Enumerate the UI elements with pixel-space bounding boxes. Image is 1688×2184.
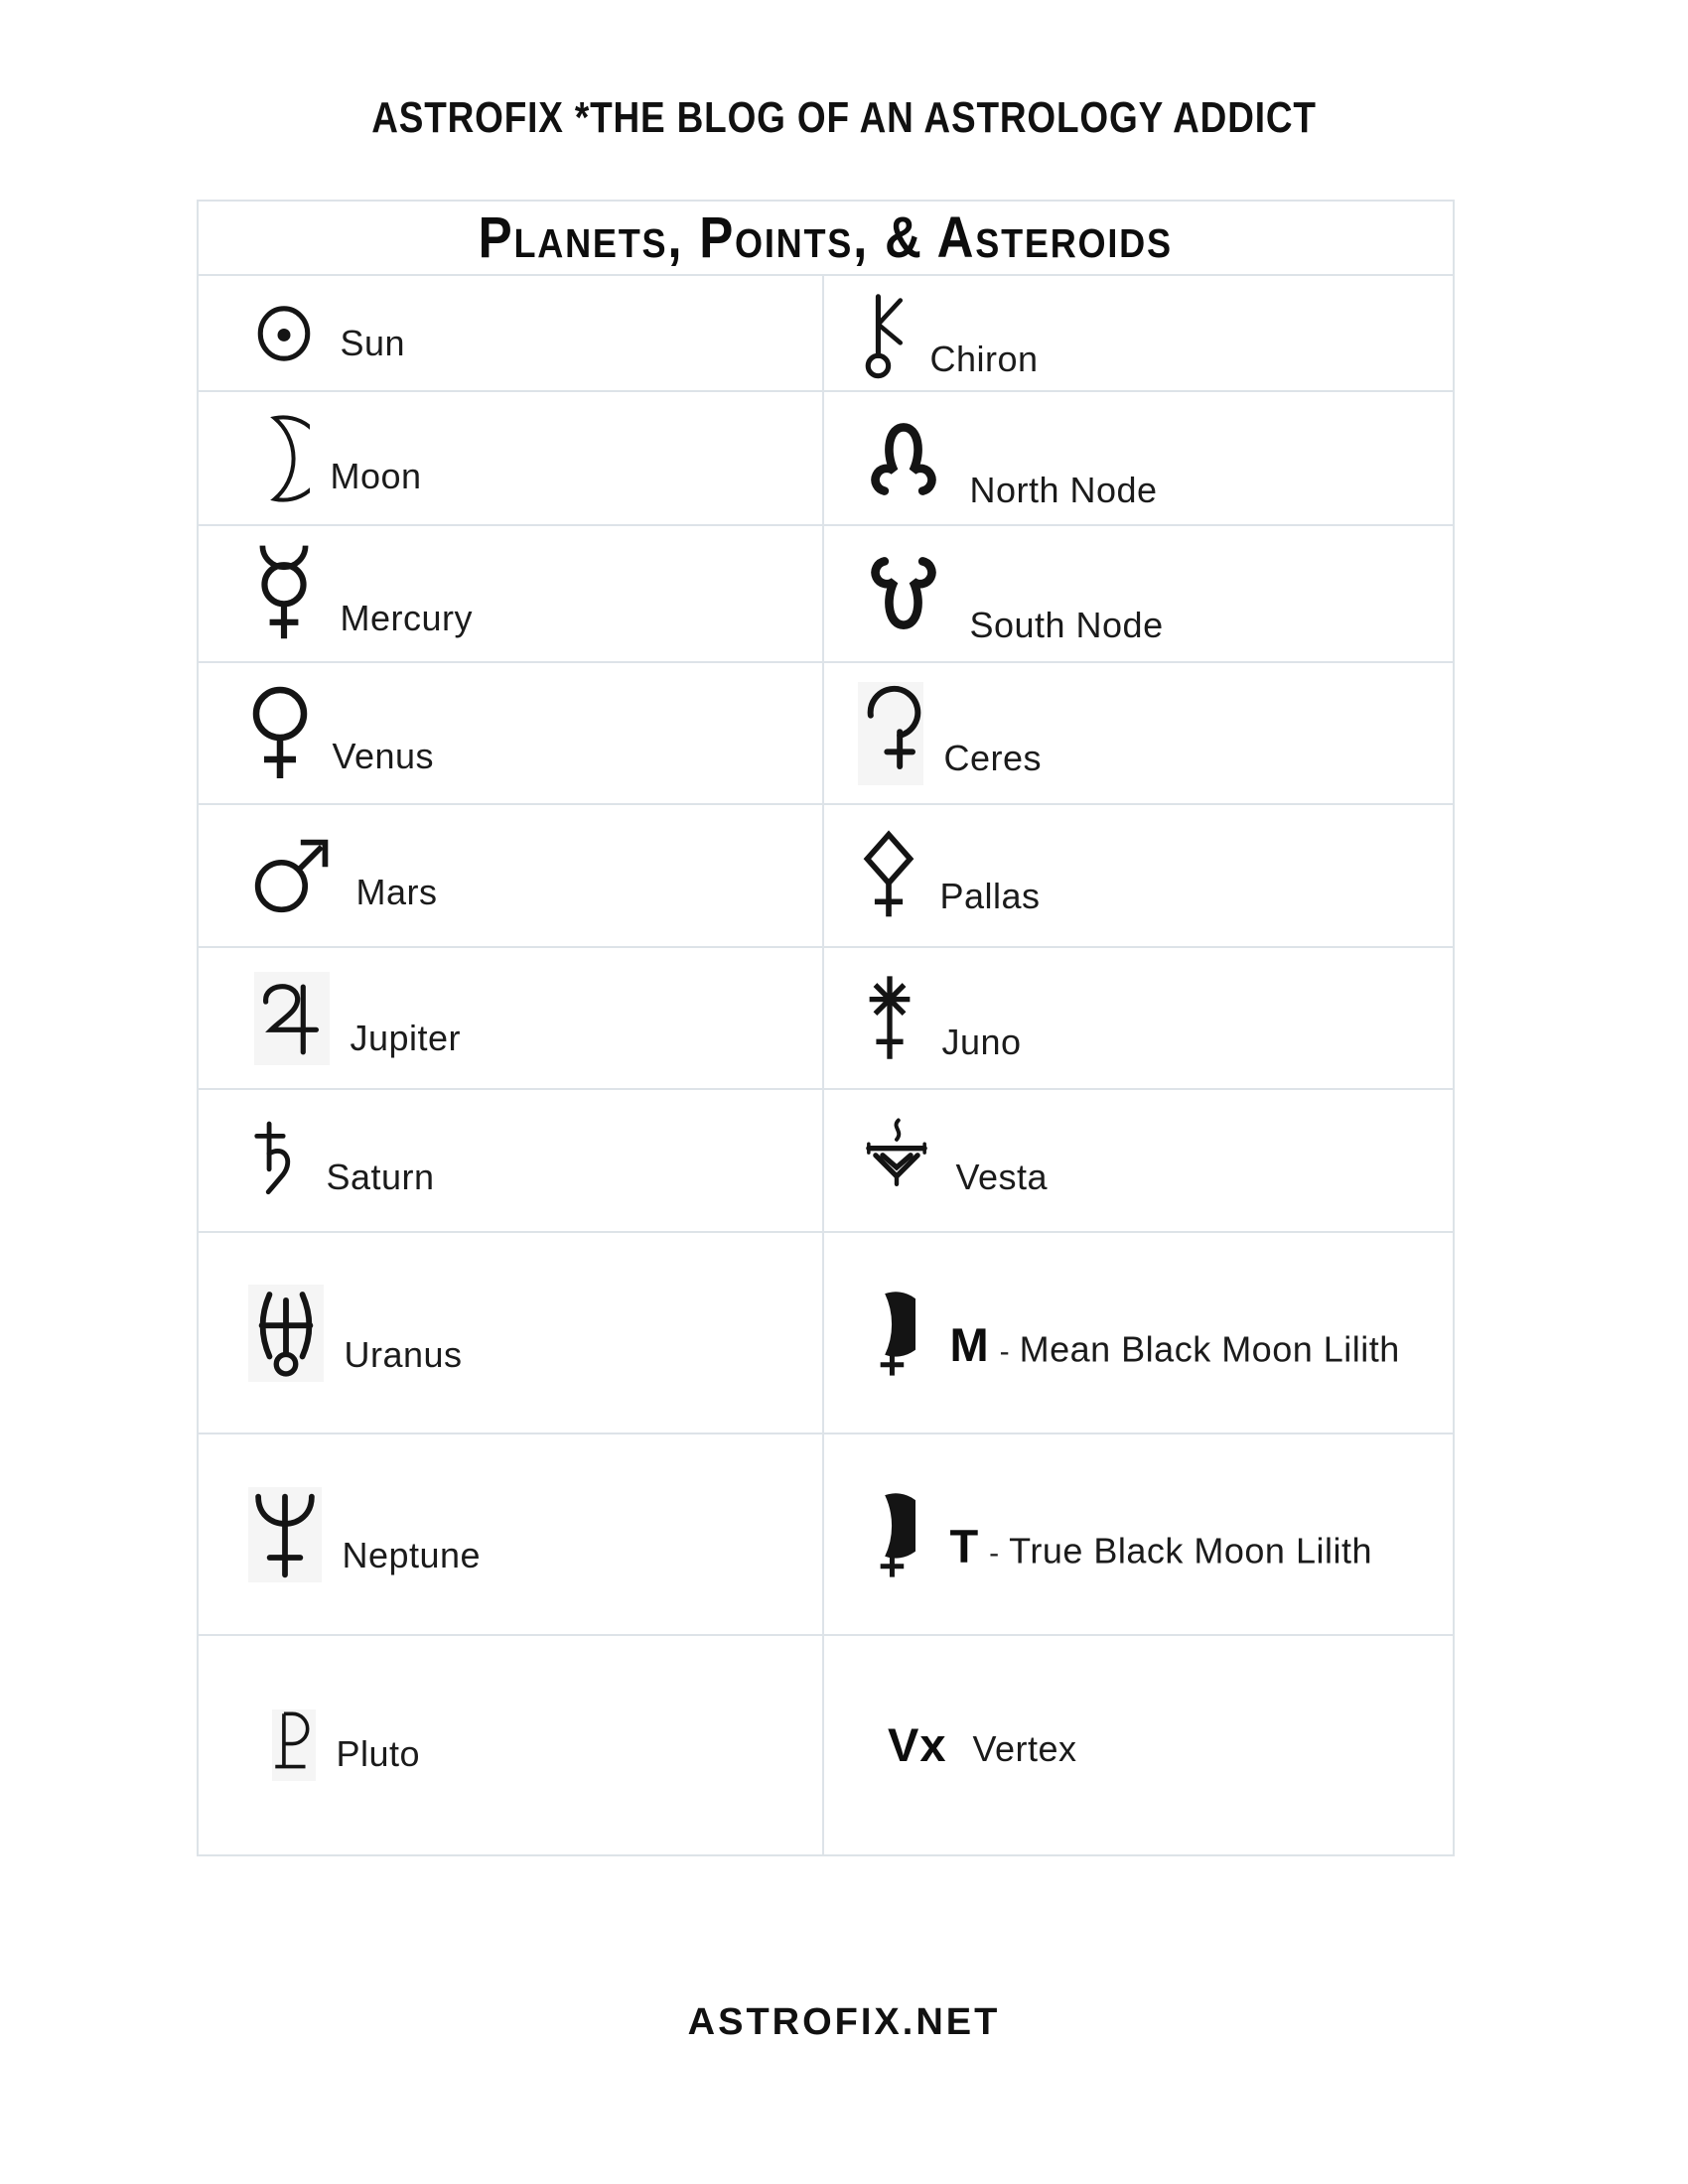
cell-sun — [199, 276, 824, 392]
vesta-icon — [858, 1117, 935, 1204]
venus-icon — [248, 684, 312, 783]
true-bml-prefix: T — [949, 1520, 980, 1572]
ceres-label: Ceres — [943, 737, 1042, 778]
juno-icon — [858, 968, 921, 1069]
cell-juno — [824, 948, 1453, 1090]
ceres-icon — [858, 682, 923, 785]
chiron-label: Chiron — [929, 338, 1039, 379]
uranus-icon — [248, 1285, 324, 1382]
pluto-label: Pluto — [336, 1733, 421, 1774]
mean-bml-separator: - — [999, 1335, 1010, 1368]
pluto-icon — [272, 1709, 316, 1781]
true-bml-separator: - — [989, 1537, 1000, 1570]
cell-vesta — [824, 1090, 1453, 1233]
mercury-label: Mercury — [340, 598, 473, 638]
cell-venus — [199, 663, 824, 805]
table-title: Planets, Points, & Asteroids — [478, 205, 1174, 270]
cell-ceres — [824, 663, 1453, 805]
moon-icon — [248, 414, 310, 503]
uranus-label: Uranus — [344, 1333, 463, 1375]
jupiter-icon — [254, 972, 330, 1065]
pallas-icon — [858, 828, 919, 923]
cell-north-node — [824, 392, 1453, 526]
site-footer-text: ASTROFIX.NET — [687, 2001, 1001, 2043]
cell-mean-black-moon-lilith — [824, 1233, 1453, 1434]
moon-label: Moon — [330, 455, 422, 496]
sun-icon — [248, 297, 320, 370]
planets-points-asteroids-table — [197, 200, 1455, 1856]
cell-south-node — [824, 526, 1453, 663]
cell-neptune — [199, 1434, 824, 1636]
table-title-cell — [199, 202, 1453, 276]
true-bml-label: True Black Moon Lilith — [1009, 1530, 1372, 1570]
cell-jupiter — [199, 948, 824, 1090]
neptune-icon — [248, 1487, 322, 1582]
cell-moon — [199, 392, 824, 526]
mars-label: Mars — [355, 872, 438, 912]
cell-mars — [199, 805, 824, 948]
cell-saturn — [199, 1090, 824, 1233]
chiron-icon — [858, 281, 910, 386]
cell-true-black-moon-lilith — [824, 1434, 1453, 1636]
cell-pluto — [199, 1636, 824, 1854]
cell-uranus — [199, 1233, 824, 1434]
vesta-label: Vesta — [955, 1157, 1049, 1197]
mean-bml-prefix: M — [949, 1318, 990, 1371]
sun-label: Sun — [340, 322, 406, 363]
cell-pallas — [824, 805, 1453, 948]
cell-vertex — [824, 1636, 1453, 1854]
mars-icon — [248, 832, 336, 919]
site-header-title: ASTROFIX *THE BLOG OF AN ASTROLOGY ADDICT — [371, 93, 1317, 142]
cell-chiron — [824, 276, 1453, 392]
neptune-label: Neptune — [342, 1534, 482, 1575]
south-node-label: South Node — [969, 605, 1164, 645]
black-moon-lilith-icon — [858, 1487, 915, 1582]
saturn-icon — [248, 1117, 306, 1204]
vertex-prefix: Vx — [888, 1717, 947, 1771]
jupiter-label: Jupiter — [350, 1017, 462, 1058]
black-moon-lilith-icon — [858, 1286, 915, 1381]
north-node-label: North Node — [969, 469, 1158, 510]
mercury-icon — [248, 542, 320, 645]
cell-mercury — [199, 526, 824, 663]
mean-bml-label: Mean Black Moon Lilith — [1019, 1328, 1400, 1369]
south-node-icon — [858, 535, 949, 652]
north-node-icon — [858, 400, 949, 517]
venus-label: Venus — [332, 735, 435, 776]
pallas-label: Pallas — [939, 876, 1041, 916]
vertex-label: Vertex — [972, 1727, 1077, 1769]
juno-label: Juno — [941, 1021, 1022, 1062]
saturn-label: Saturn — [326, 1157, 435, 1197]
